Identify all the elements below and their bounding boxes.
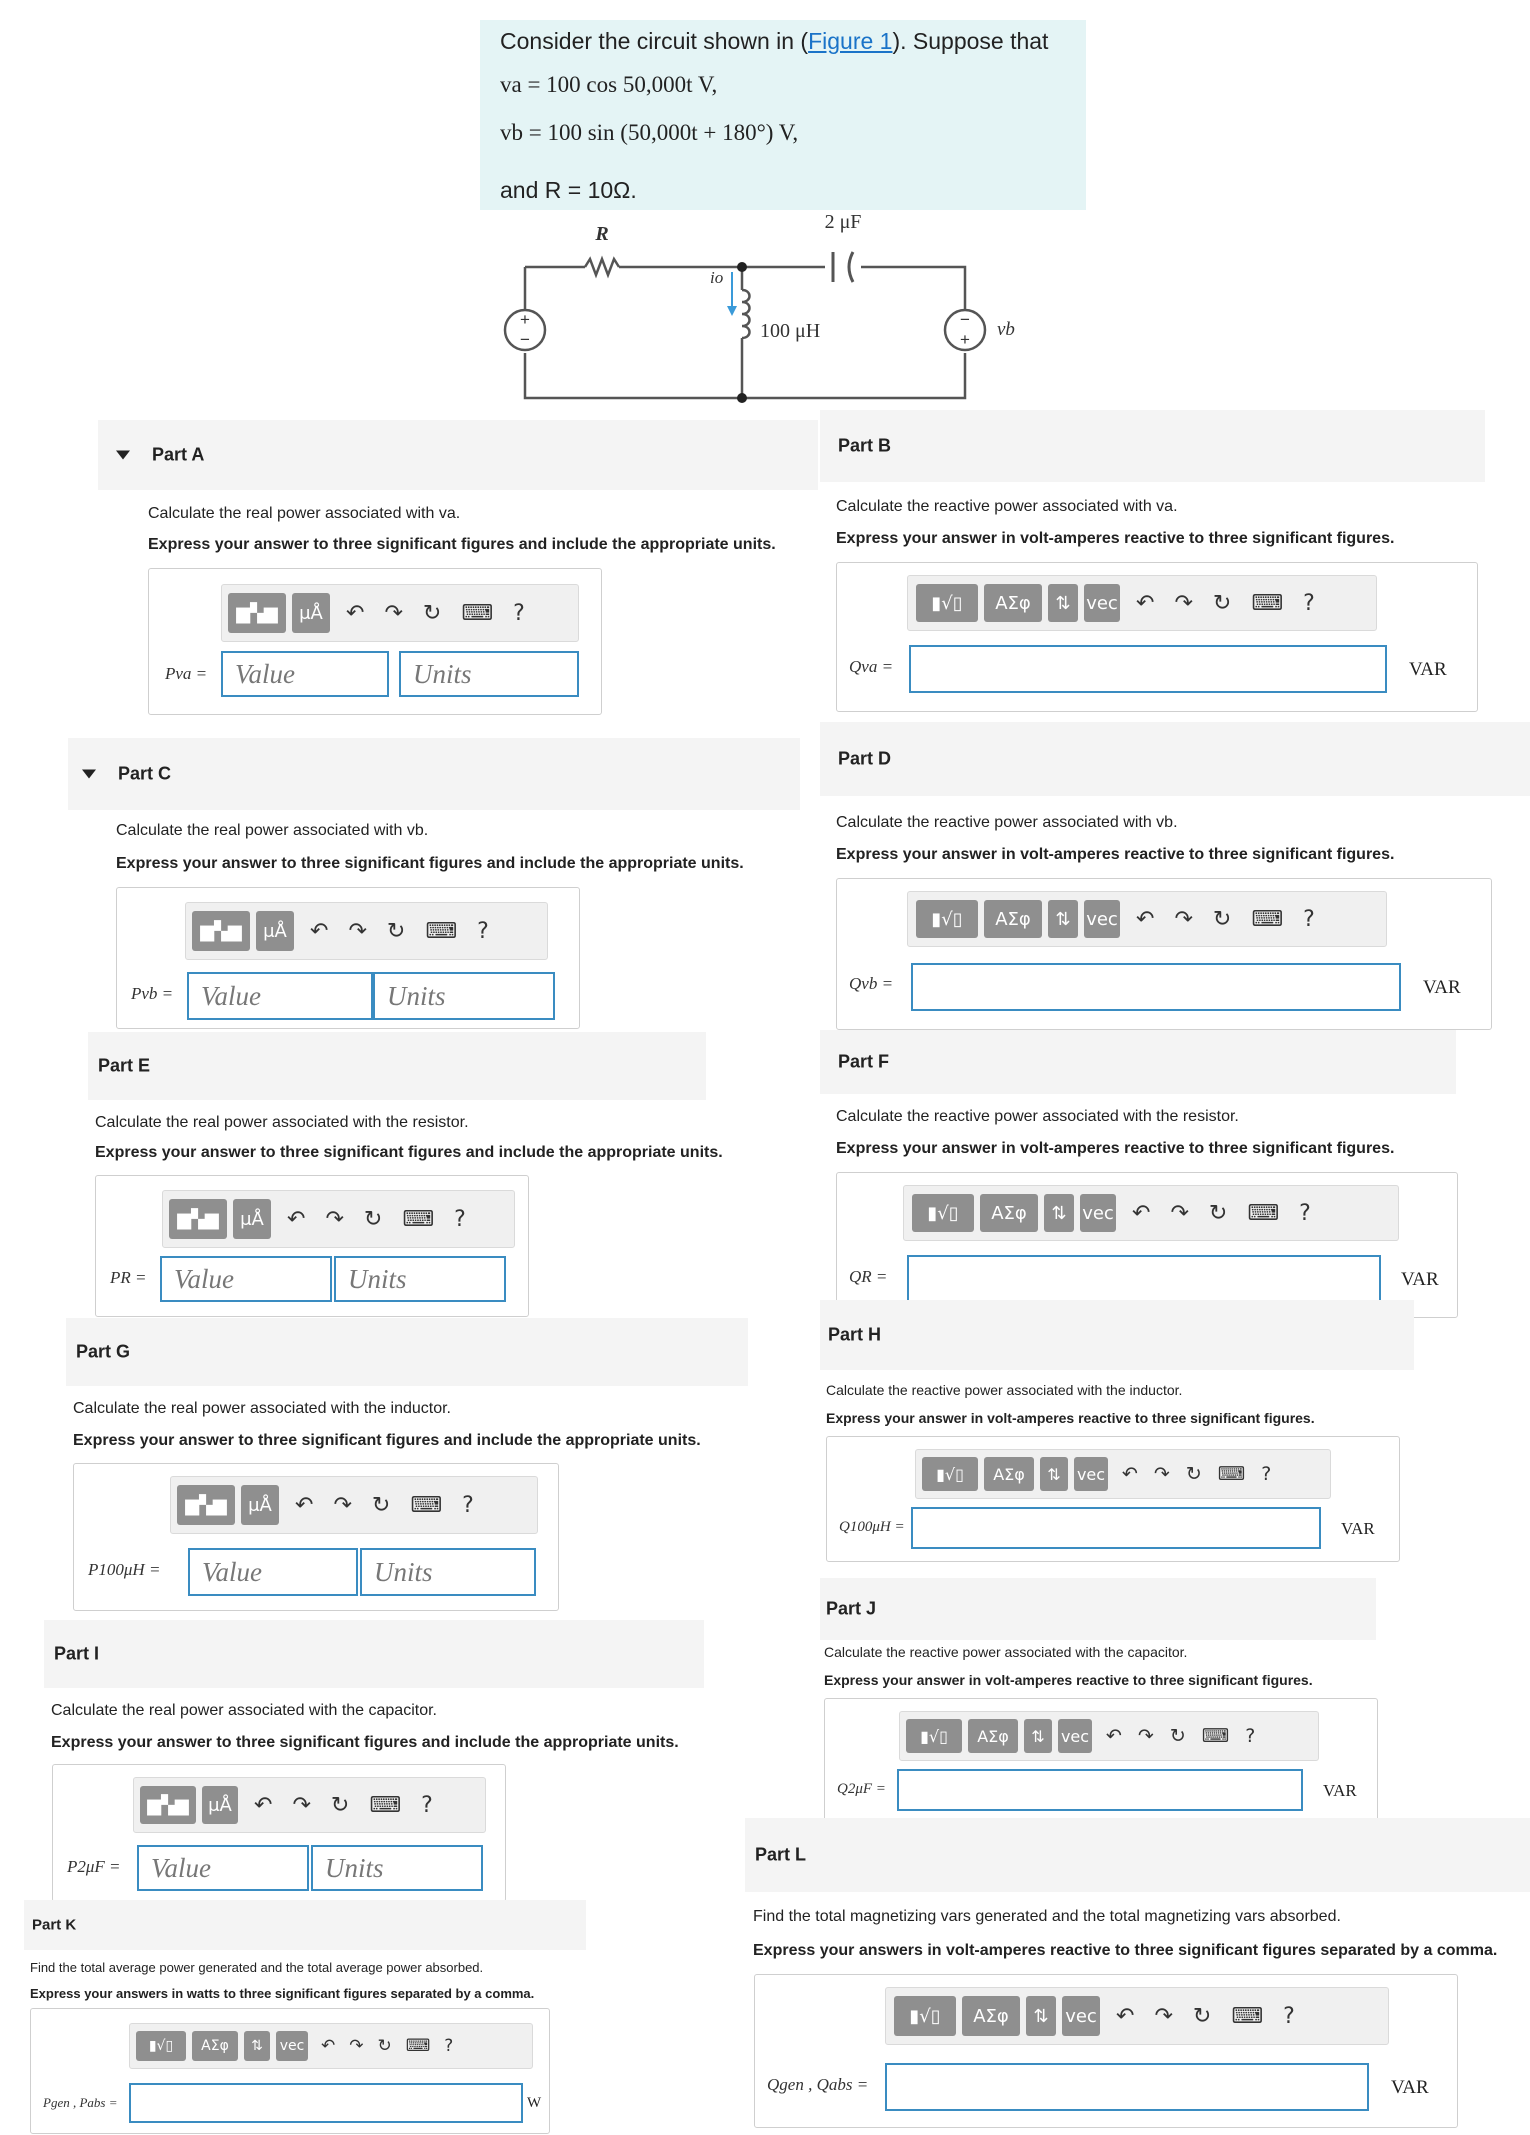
arrows-button[interactable]: ⇅	[1024, 1719, 1052, 1753]
reset-icon[interactable]: ↻	[377, 2036, 392, 2056]
part-k-header[interactable]	[24, 1900, 586, 1950]
help-icon[interactable]: ?	[1245, 1725, 1256, 1747]
units-button[interactable]: μÅ	[241, 1485, 279, 1525]
reset-icon[interactable]: ↻	[371, 1492, 391, 1518]
part-l-answer-box	[754, 1974, 1458, 2128]
undo-icon[interactable]: ↶	[1122, 1463, 1138, 1485]
part-h-label: Q100μH =	[839, 1519, 905, 1535]
part-e-label: PR =	[110, 1268, 147, 1287]
redo-icon[interactable]: ↷	[348, 918, 367, 944]
part-g-prompt: Calculate the real power associated with the inductor.	[73, 1400, 451, 1417]
part-k-answer-input[interactable]	[129, 2083, 523, 2123]
templates-button[interactable]: ▆▚▆	[177, 1485, 235, 1525]
part-e-instructions: Express your answer to three significant figures and include the appropriate units.	[95, 1144, 723, 1161]
part-h-instructions: Express your answer in volt-amperes reactive to three significant figures.	[826, 1410, 1315, 1426]
units-button[interactable]: μÅ	[233, 1199, 271, 1239]
part-k-instructions: Express your answers in watts to three significant figures separated by a comma.	[30, 1986, 535, 2001]
help-icon[interactable]: ?	[1283, 2003, 1295, 2029]
problem-intro: Consider the circuit shown in (Figure 1). Suppose that	[500, 28, 1049, 54]
keyboard-icon[interactable]: ⌨	[369, 1792, 402, 1818]
part-a-toolbar	[221, 584, 579, 642]
greek-button[interactable]: ΑΣφ	[962, 1996, 1020, 2036]
keyboard-icon[interactable]: ⌨	[1217, 1463, 1246, 1485]
part-d-instructions: Express your answer in volt-amperes reactive to three significant figures.	[836, 846, 1395, 863]
undo-icon[interactable]: ↶	[310, 918, 329, 944]
undo-icon[interactable]: ↶	[1116, 2003, 1135, 2029]
part-e-prompt: Calculate the real power associated with the resistor.	[95, 1114, 469, 1131]
part-b-answer-box	[836, 562, 1478, 712]
circuit-diagram	[470, 210, 1070, 410]
part-title: Part J	[826, 1598, 877, 1619]
r-value: and R = 10Ω.	[500, 177, 637, 203]
arrows-button[interactable]: ⇅	[1040, 1457, 1068, 1491]
redo-icon[interactable]: ↷	[1153, 1463, 1170, 1485]
part-h-answer-input[interactable]	[911, 1507, 1321, 1549]
part-l-toolbar	[885, 1987, 1389, 2045]
part-a-label: Pva =	[165, 664, 208, 683]
part-i-answer-box	[52, 1764, 506, 1902]
part-title: Part L	[755, 1844, 807, 1865]
vec-button[interactable]: vec	[1062, 1996, 1100, 2036]
part-i-prompt: Calculate the real power associated with the capacitor.	[51, 1702, 437, 1719]
source-b-label: vb	[997, 319, 1015, 340]
part-title: Part C	[118, 763, 172, 784]
part-l-answer-input[interactable]	[885, 2063, 1369, 2111]
sqrt-template-button[interactable]: ▮√▯	[916, 584, 978, 622]
help-icon[interactable]: ?	[1299, 1200, 1311, 1226]
part-d-header[interactable]	[820, 722, 1530, 796]
keyboard-icon[interactable]: ⌨	[1251, 590, 1284, 616]
part-j-label: Q2μF =	[837, 1781, 886, 1797]
help-icon[interactable]: ?	[1303, 906, 1315, 932]
redo-icon[interactable]: ↷	[333, 1492, 352, 1518]
redo-icon[interactable]: ↷	[349, 2036, 364, 2056]
redo-icon[interactable]: ↷	[384, 600, 403, 626]
vb-plus-sign: +	[960, 330, 970, 349]
part-title: Part B	[838, 435, 892, 456]
current-label: io	[710, 268, 724, 287]
part-k-label: Pgen , Pabs =	[43, 2095, 118, 2110]
units-button[interactable]: μÅ	[256, 911, 294, 951]
help-icon[interactable]: ?	[444, 2036, 454, 2056]
undo-icon[interactable]: ↶	[1132, 1200, 1151, 1226]
reset-icon[interactable]: ↻	[1212, 906, 1232, 932]
templates-button[interactable]: ▆▚▆	[228, 593, 286, 633]
part-title: Part A	[152, 444, 205, 465]
part-g-answer-box	[73, 1463, 559, 1611]
part-c-value-input[interactable]: Value	[187, 972, 373, 1020]
redo-icon[interactable]: ↷	[1170, 1200, 1189, 1226]
part-a-value-input[interactable]: Value	[221, 651, 389, 697]
va-equation: va = 100 cos 50,000t V,	[500, 72, 718, 97]
reset-icon[interactable]: ↻	[1208, 1200, 1228, 1226]
part-h-prompt: Calculate the reactive power associated with the inductor.	[826, 1382, 1183, 1398]
reset-icon[interactable]: ↻	[1192, 2003, 1212, 2029]
part-i-value-input[interactable]: Value	[137, 1845, 309, 1891]
redo-icon[interactable]: ↷	[1174, 906, 1193, 932]
help-icon[interactable]: ?	[477, 918, 489, 944]
redo-icon[interactable]: ↷	[1137, 1725, 1154, 1747]
part-b-label: Qva =	[849, 657, 894, 676]
part-l-prompt: Find the total magnetizing vars generated and the total magnetizing vars absorbed.	[753, 1908, 1341, 1925]
part-b-unit: VAR	[1409, 659, 1447, 680]
part-k-toolbar	[129, 2023, 533, 2069]
part-h-answer-box	[826, 1436, 1400, 1562]
part-title: Part H	[828, 1324, 882, 1345]
part-l-label: Qgen , Qabs =	[767, 2075, 869, 2094]
undo-icon[interactable]: ↶	[295, 1492, 314, 1518]
part-i-header[interactable]	[44, 1620, 704, 1688]
part-i-units-input[interactable]: Units	[311, 1845, 483, 1891]
part-f-header[interactable]	[820, 1030, 1456, 1094]
sqrt-template-button[interactable]: ▮√▯	[922, 1457, 978, 1491]
part-h-unit: VAR	[1341, 1519, 1375, 1538]
templates-button[interactable]: ▆▚▆	[140, 1786, 196, 1824]
part-d-label: Qvb =	[849, 974, 894, 993]
part-e-value-input[interactable]: Value	[160, 1256, 332, 1302]
part-k-prompt: Find the total average power generated and the total average power absorbed.	[30, 1960, 484, 1975]
part-h-header[interactable]	[820, 1300, 1414, 1370]
part-title: Part K	[32, 1916, 77, 1934]
va-minus-sign: −	[520, 330, 530, 349]
part-i-label: P2μF =	[67, 1857, 121, 1876]
units-button[interactable]: μÅ	[202, 1786, 238, 1824]
part-j-prompt: Calculate the reactive power associated with the capacitor.	[824, 1644, 1188, 1660]
part-j-header[interactable]	[820, 1578, 1376, 1640]
part-i-toolbar	[133, 1777, 486, 1833]
keyboard-icon[interactable]: ⌨	[402, 1206, 435, 1232]
part-f-instructions: Express your answer in volt-amperes reactive to three significant figures.	[836, 1140, 1395, 1157]
part-f-unit: VAR	[1401, 1269, 1439, 1290]
keyboard-icon[interactable]: ⌨	[1231, 2003, 1264, 2029]
arrows-button[interactable]: ⇅	[1044, 1194, 1074, 1232]
part-b-toolbar	[907, 575, 1377, 631]
vec-button[interactable]: vec	[1058, 1719, 1092, 1753]
reset-icon[interactable]: ↻	[1212, 590, 1232, 616]
redo-icon[interactable]: ↷	[1154, 2003, 1173, 2029]
part-i-instructions: Express your answer to three significant figures and include the appropriate units.	[51, 1734, 679, 1751]
vb-minus-sign: −	[960, 310, 970, 329]
part-e-header[interactable]	[88, 1032, 706, 1100]
reset-icon[interactable]: ↻	[1169, 1725, 1186, 1747]
keyboard-icon[interactable]: ⌨	[461, 600, 494, 626]
part-f-label: QR =	[849, 1267, 888, 1286]
reset-icon[interactable]: ↻	[1185, 1463, 1202, 1485]
collapse-triangle-icon[interactable]	[82, 770, 96, 779]
keyboard-icon[interactable]: ⌨	[405, 2036, 431, 2056]
reset-icon[interactable]: ↻	[330, 1792, 350, 1818]
part-e-toolbar	[162, 1190, 515, 1248]
part-j-answer-input[interactable]	[897, 1769, 1303, 1811]
part-a-answer-box	[148, 568, 602, 715]
part-k-answer-box	[30, 2008, 550, 2134]
part-b-answer-input[interactable]	[909, 645, 1387, 693]
part-g-units-input[interactable]: Units	[360, 1548, 536, 1596]
capacitor-label: 2 μF	[824, 211, 862, 233]
part-title: Part G	[76, 1341, 131, 1362]
part-g-value-input[interactable]: Value	[188, 1548, 358, 1596]
greek-button[interactable]: ΑΣφ	[968, 1719, 1018, 1753]
keyboard-icon[interactable]: ⌨	[1201, 1725, 1230, 1747]
sqrt-template-button[interactable]: ▮√▯	[916, 900, 978, 938]
greek-button[interactable]: ΑΣφ	[984, 1457, 1034, 1491]
greek-button[interactable]: ΑΣφ	[980, 1194, 1038, 1232]
part-a-units-input[interactable]: Units	[399, 651, 579, 697]
vec-button[interactable]: vec	[1074, 1457, 1108, 1491]
part-title: Part I	[54, 1643, 100, 1664]
help-icon[interactable]: ?	[454, 1206, 466, 1232]
keyboard-icon[interactable]: ⌨	[1247, 1200, 1280, 1226]
undo-icon[interactable]: ↶	[1106, 1725, 1122, 1747]
keyboard-icon[interactable]: ⌨	[410, 1492, 443, 1518]
templates-button[interactable]: ▆▚▆	[169, 1199, 227, 1239]
part-c-prompt: Calculate the real power associated with vb.	[116, 822, 429, 839]
part-title: Part F	[838, 1051, 890, 1072]
greek-button[interactable]: ΑΣφ	[192, 2031, 238, 2061]
resistor-label: R	[595, 223, 609, 245]
vec-button[interactable]: vec	[1084, 584, 1120, 622]
help-icon[interactable]: ?	[462, 1492, 474, 1518]
keyboard-icon[interactable]: ⌨	[1251, 906, 1284, 932]
help-icon[interactable]: ?	[1261, 1463, 1272, 1485]
undo-icon[interactable]: ↶	[1136, 590, 1155, 616]
help-icon[interactable]: ?	[1303, 590, 1315, 616]
vec-button[interactable]: vec	[1080, 1194, 1116, 1232]
part-j-instructions: Express your answer in volt-amperes reactive to three significant figures.	[824, 1672, 1313, 1688]
part-d-answer-input[interactable]	[911, 963, 1401, 1011]
undo-icon[interactable]: ↶	[321, 2036, 336, 2056]
part-c-answer-box	[116, 887, 580, 1029]
part-a-instructions: Express your answer to three significant figures and include the appropriate units.	[148, 536, 776, 553]
part-c-header[interactable]	[68, 738, 800, 810]
part-d-prompt: Calculate the reactive power associated with vb.	[836, 814, 1178, 831]
reset-icon[interactable]: ↻	[386, 918, 406, 944]
reset-icon[interactable]: ↻	[363, 1206, 383, 1232]
part-c-toolbar	[185, 902, 548, 960]
part-f-answer-input[interactable]	[907, 1255, 1381, 1303]
arrows-button[interactable]: ⇅	[1026, 1996, 1056, 2036]
part-b-prompt: Calculate the reactive power associated with va.	[836, 498, 1178, 515]
part-j-unit: VAR	[1323, 1781, 1357, 1800]
part-b-instructions: Express your answer in volt-amperes reactive to three significant figures.	[836, 530, 1395, 547]
va-plus-sign: +	[520, 310, 530, 329]
vec-button[interactable]: vec	[276, 2031, 308, 2061]
part-d-answer-box	[836, 878, 1492, 1030]
part-e-answer-box	[95, 1175, 529, 1317]
reset-icon[interactable]: ↻	[422, 600, 442, 626]
greek-button[interactable]: ΑΣφ	[984, 584, 1042, 622]
units-button[interactable]: μÅ	[292, 593, 330, 633]
part-title: Part E	[98, 1055, 151, 1076]
templates-button[interactable]: ▆▚▆	[192, 911, 250, 951]
undo-icon[interactable]: ↶	[346, 600, 365, 626]
sqrt-template-button[interactable]: ▮√▯	[894, 1996, 956, 2036]
vb-equation: vb = 100 sin (50,000t + 180°) V,	[500, 120, 799, 145]
part-k-unit: W	[527, 2095, 542, 2111]
part-g-label: P100μH =	[88, 1560, 161, 1579]
part-h-toolbar	[915, 1449, 1331, 1499]
sqrt-template-button[interactable]: ▮√▯	[912, 1194, 974, 1232]
part-d-unit: VAR	[1423, 977, 1461, 998]
part-g-toolbar	[170, 1476, 538, 1534]
part-l-unit: VAR	[1391, 2077, 1429, 2098]
undo-icon[interactable]: ↶	[1136, 906, 1155, 932]
part-g-instructions: Express your answer to three significant figures and include the appropriate units.	[73, 1432, 701, 1449]
help-icon[interactable]: ?	[513, 600, 525, 626]
help-icon[interactable]: ?	[421, 1792, 433, 1818]
sqrt-template-button[interactable]: ▮√▯	[136, 2031, 186, 2061]
part-l-instructions: Express your answers in volt-amperes reactive to three significant figures separated by a comma.	[753, 1942, 1498, 1959]
part-l-header[interactable]	[745, 1818, 1530, 1892]
arrows-button[interactable]: ⇅	[1048, 584, 1078, 622]
sqrt-template-button[interactable]: ▮√▯	[906, 1719, 962, 1753]
arrows-button[interactable]: ⇅	[244, 2031, 270, 2061]
part-b-header[interactable]	[820, 410, 1485, 482]
part-c-label: Pvb =	[131, 984, 174, 1003]
part-a-header[interactable]	[98, 420, 818, 490]
part-f-prompt: Calculate the reactive power associated with the resistor.	[836, 1108, 1239, 1125]
redo-icon[interactable]: ↷	[292, 1792, 311, 1818]
problem-statement	[480, 20, 1086, 210]
redo-icon[interactable]: ↷	[1174, 590, 1193, 616]
part-j-answer-box	[824, 1698, 1378, 1824]
greek-button[interactable]: ΑΣφ	[984, 900, 1042, 938]
figure-link[interactable]: Figure 1	[808, 28, 893, 54]
part-j-toolbar	[899, 1711, 1319, 1761]
vec-button[interactable]: vec	[1084, 900, 1120, 938]
part-c-instructions: Express your answer to three significant figures and include the appropriate units.	[116, 855, 744, 872]
part-f-toolbar	[903, 1185, 1399, 1241]
part-e-units-input[interactable]: Units	[334, 1256, 506, 1302]
undo-icon[interactable]: ↶	[254, 1792, 273, 1818]
undo-icon[interactable]: ↶	[287, 1206, 306, 1232]
part-g-header[interactable]	[66, 1318, 748, 1386]
part-c-units-input[interactable]: Units	[373, 972, 555, 1020]
part-f-answer-box	[836, 1172, 1458, 1318]
part-d-toolbar	[907, 891, 1387, 947]
redo-icon[interactable]: ↷	[325, 1206, 344, 1232]
part-a-prompt: Calculate the real power associated with va.	[148, 505, 461, 522]
arrows-button[interactable]: ⇅	[1048, 900, 1078, 938]
inductor-label: 100 μH	[760, 320, 821, 342]
part-title: Part D	[838, 748, 892, 769]
collapse-triangle-icon[interactable]	[116, 451, 130, 460]
keyboard-icon[interactable]: ⌨	[425, 918, 458, 944]
